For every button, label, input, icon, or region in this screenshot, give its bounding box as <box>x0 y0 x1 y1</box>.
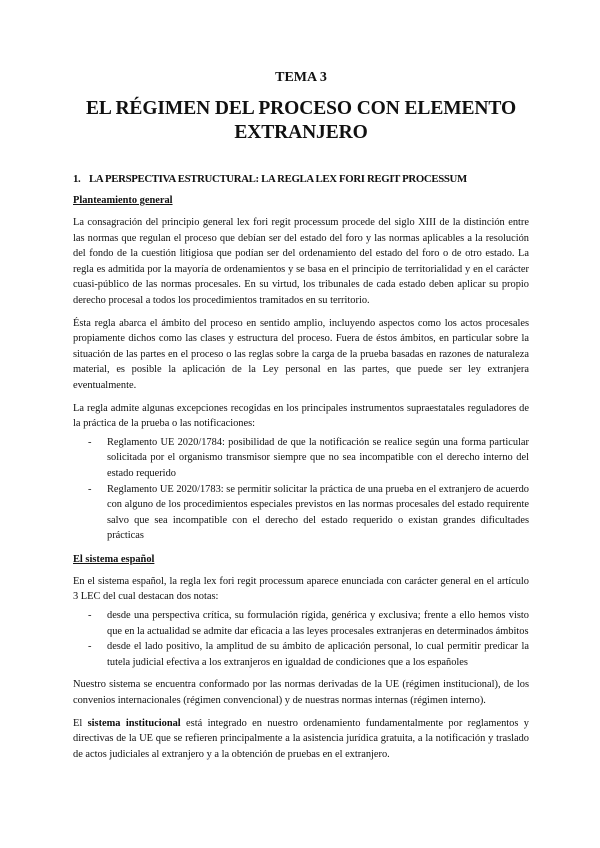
list-item-text: desde una perspectiva crítica, su formulación rígida, genérica y exclusiva; frente a ello hemos visto que en la actualidad se admite dar eficacia a las leyes procesales extranjeras en determinados ámbitos <box>107 610 529 637</box>
list-item-text: Reglamento UE 2020/1783: se permitir solicitar la práctica de una prueba en el extranjero de acuerdo con alguno de los procedimientos especiales previstos en las normas procesales del estado requirente salvo que sea incompatible con el derecho del estado requerido o existan grandes dificultades prácticas <box>107 483 529 542</box>
list-item-text: desde el lado positivo, la amplitud de su ámbito de aplicación personal, lo cual permitir predicar la tutela judicial efectiva a los extranjeros en igualdad de condiciones que a los españoles <box>107 641 529 668</box>
paragraph: Nuestro sistema se encuentra conformado por las normas derivadas de la UE (régimen institucional), de los convenios internacionales (régimen convencional) y de nuestras normas internas (régimen interno). <box>73 679 529 707</box>
list-item <box>73 435 529 482</box>
paragraph <box>73 716 529 763</box>
dash-marker: - <box>88 436 92 448</box>
section-number: 1. <box>73 173 81 185</box>
paragraph: La regla admite algunas excepciones recogidas en los principales instrumentos supraestatales reguladores de la práctica de la prueba o las notificaciones: <box>73 402 529 430</box>
dash-marker: - <box>88 610 92 622</box>
paragraph: En el sistema español, la regla lex fori regit processum aparece enunciada con carácter general en el artículo 3 LEC del cual destacan dos notas: <box>73 575 529 603</box>
document-title: EL RÉGIMEN DEL PROCESO CON ELEMENTO EXTRANJERO <box>85 98 517 143</box>
subheading-sistema: El sistema español <box>73 553 155 565</box>
bullet-list <box>73 435 529 544</box>
tema-label: TEMA 3 <box>275 70 327 85</box>
list-item <box>73 482 529 544</box>
list-item <box>73 639 529 670</box>
document-page <box>73 70 529 762</box>
section-heading <box>73 173 529 185</box>
paragraph: La consagración del principio general lex fori regit processum procede del siglo XIII de la distinción entre las normas que regulan el proceso que debían ser del estado del foro y las normas aplicables a la resolución del fondo de la cuestión litigiosa que podían ser del ordenamiento del estado del foro o de otro estado. La regla es admitida por la mayoría de ordenamientos y se basa en el principio de territorialidad y en el carácter cuasi-público de las normas procesales. En su virtud, los tribunales de cada estado deben aplicar su propio derecho procesal a todos los procedimientos tramitados en su territorio. <box>73 217 529 306</box>
list-item <box>73 608 529 639</box>
dash-marker: - <box>88 483 92 495</box>
section-heading-text: LA PERSPECTIVA ESTRUCTURAL: LA REGLA LEX FORI REGIT PROCESSUM <box>89 173 467 185</box>
list-item-text: Reglamento UE 2020/1784: posibilidad de que la notificación se realice según una forma particular solicitada por el organismo transmisor siempre que no sea incompatible con el derecho interno del estado requerido <box>107 436 529 479</box>
paragraph-rest: está integrado en nuestro ordenamiento fundamentalmente por reglamentos y directivas de la UE que se refieren principalmente a la asistencia jurídica gratuita, a la notificación y traslado de actos judiciales al extranjero y a la obtención de pruebas en el extranjero. <box>73 717 529 760</box>
bullet-list <box>73 608 529 670</box>
bold-term: sistema institucional <box>87 717 181 729</box>
dash-marker: - <box>88 641 92 653</box>
subheading-planteamiento: Planteamiento general <box>73 195 173 206</box>
paragraph-lead: El <box>73 717 88 729</box>
paragraph: Ésta regla abarca el ámbito del proceso en sentido amplio, incluyendo aspectos como los actos procesales propiamente dichos como las clases y estructura del proceso. Fuera de éstos ámbitos, en particular sobre la situación de las partes en el proceso o las reglas sobre la carga de la prueba basadas en razones de naturaleza material, es posible la aplicación de la Ley personal en las partes, que puede ser ley extranjera eventualmente. <box>73 317 529 391</box>
